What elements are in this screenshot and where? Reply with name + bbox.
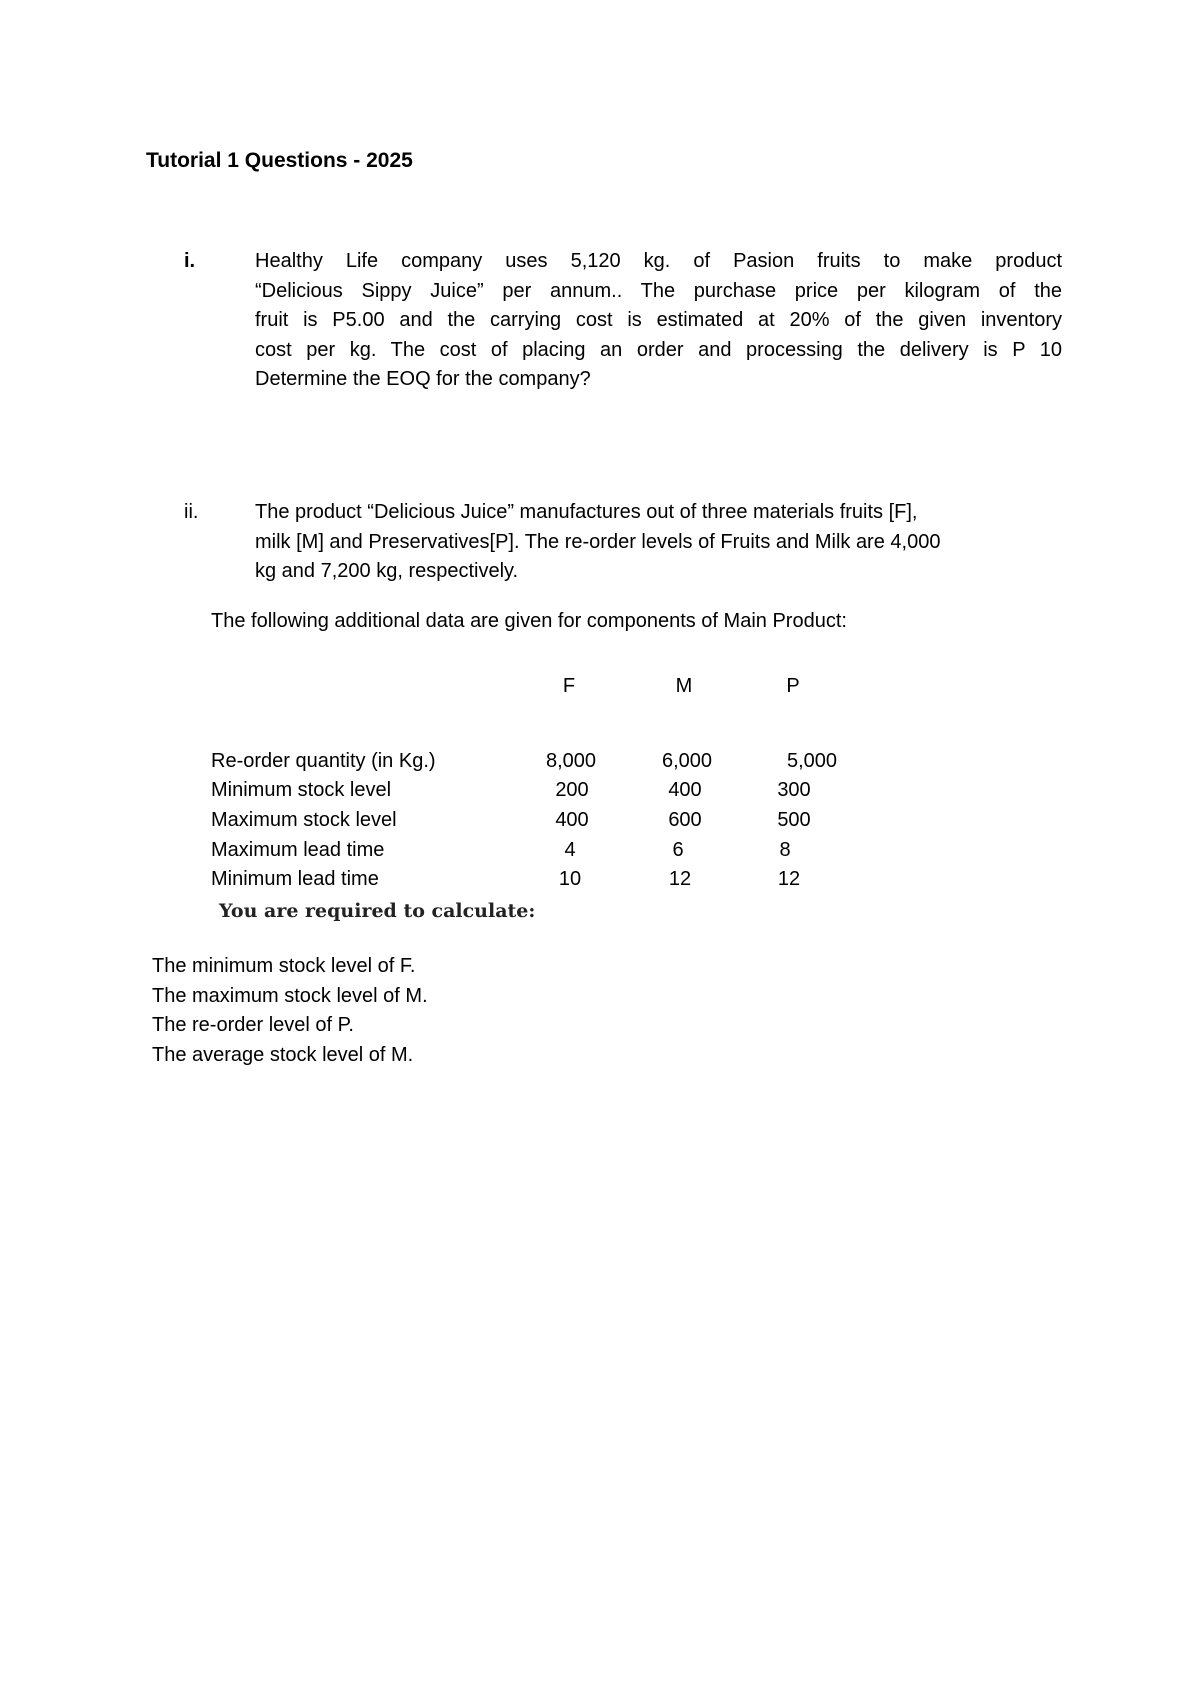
table-cell: 400 xyxy=(555,809,589,831)
row-label-reorder-quantity: Re-order quantity (in Kg.) xyxy=(211,750,436,772)
task-item: The minimum stock level of F. xyxy=(152,955,416,977)
row-label-minimum-lead-time: Minimum lead time xyxy=(211,868,379,890)
row-label-maximum-lead-time: Maximum lead time xyxy=(211,839,385,861)
required-heading: You are required to calculate: xyxy=(219,900,536,922)
task-item: The maximum stock level of M. xyxy=(152,985,428,1007)
table-cell: 10 xyxy=(558,868,582,890)
question-1-line: Determine the EOQ for the company? xyxy=(255,368,591,390)
table-cell: 12 xyxy=(668,868,692,890)
table-intro-text: The following additional data are given for components of Main Product: xyxy=(211,610,847,632)
question-2-marker: ii. xyxy=(184,501,199,523)
table-cell: 6 xyxy=(672,839,684,861)
table-cell: 4 xyxy=(564,839,576,861)
question-1-text xyxy=(255,247,1062,395)
table-cell: 8 xyxy=(779,839,791,861)
question-1-line: cost per kg. The cost of placing an order and processing the delivery is P 10 xyxy=(255,338,1062,361)
task-item: The average stock level of M. xyxy=(152,1044,414,1066)
question-1-line: Healthy Life company uses 5,120 kg. of Pasion fruits to make product xyxy=(255,250,1062,272)
question-2-line: The product “Delicious Juice” manufactures out of three materials fruits [F], xyxy=(255,501,918,523)
question-1-line: “Delicious Sippy Juice” per annum.. The purchase price per kilogram of the xyxy=(255,279,1062,302)
table-cell: 400 xyxy=(668,779,702,801)
column-header-p: P xyxy=(786,675,800,697)
question-2-line: kg and 7,200 kg, respectively. xyxy=(255,560,519,582)
table-cell: 500 xyxy=(777,809,811,831)
table-cell: 300 xyxy=(777,779,811,801)
row-label-maximum-stock: Maximum stock level xyxy=(211,809,397,831)
question-1-line: fruit is P5.00 and the carrying cost is estimated at 20% of the given inventory xyxy=(255,309,1062,331)
question-2-text xyxy=(255,498,1062,587)
column-header-f: F xyxy=(562,675,576,697)
document-title: Tutorial 1 Questions - 2025 xyxy=(146,149,413,172)
table-cell: 8,000 xyxy=(545,750,597,772)
table-cell: 12 xyxy=(777,868,801,890)
row-label-minimum-stock: Minimum stock level xyxy=(211,779,392,801)
task-item: The re-order level of P. xyxy=(152,1014,354,1036)
table-cell: 200 xyxy=(555,779,589,801)
table-cell: 600 xyxy=(668,809,702,831)
table-cell: 6,000 xyxy=(661,750,713,772)
question-1-marker: i. xyxy=(184,250,196,272)
table-cell: 5,000 xyxy=(786,750,838,772)
column-header-m: M xyxy=(675,675,693,697)
question-2-line: milk [M] and Preservatives[P]. The re-order levels of Fruits and Milk are 4,000 xyxy=(255,530,941,553)
